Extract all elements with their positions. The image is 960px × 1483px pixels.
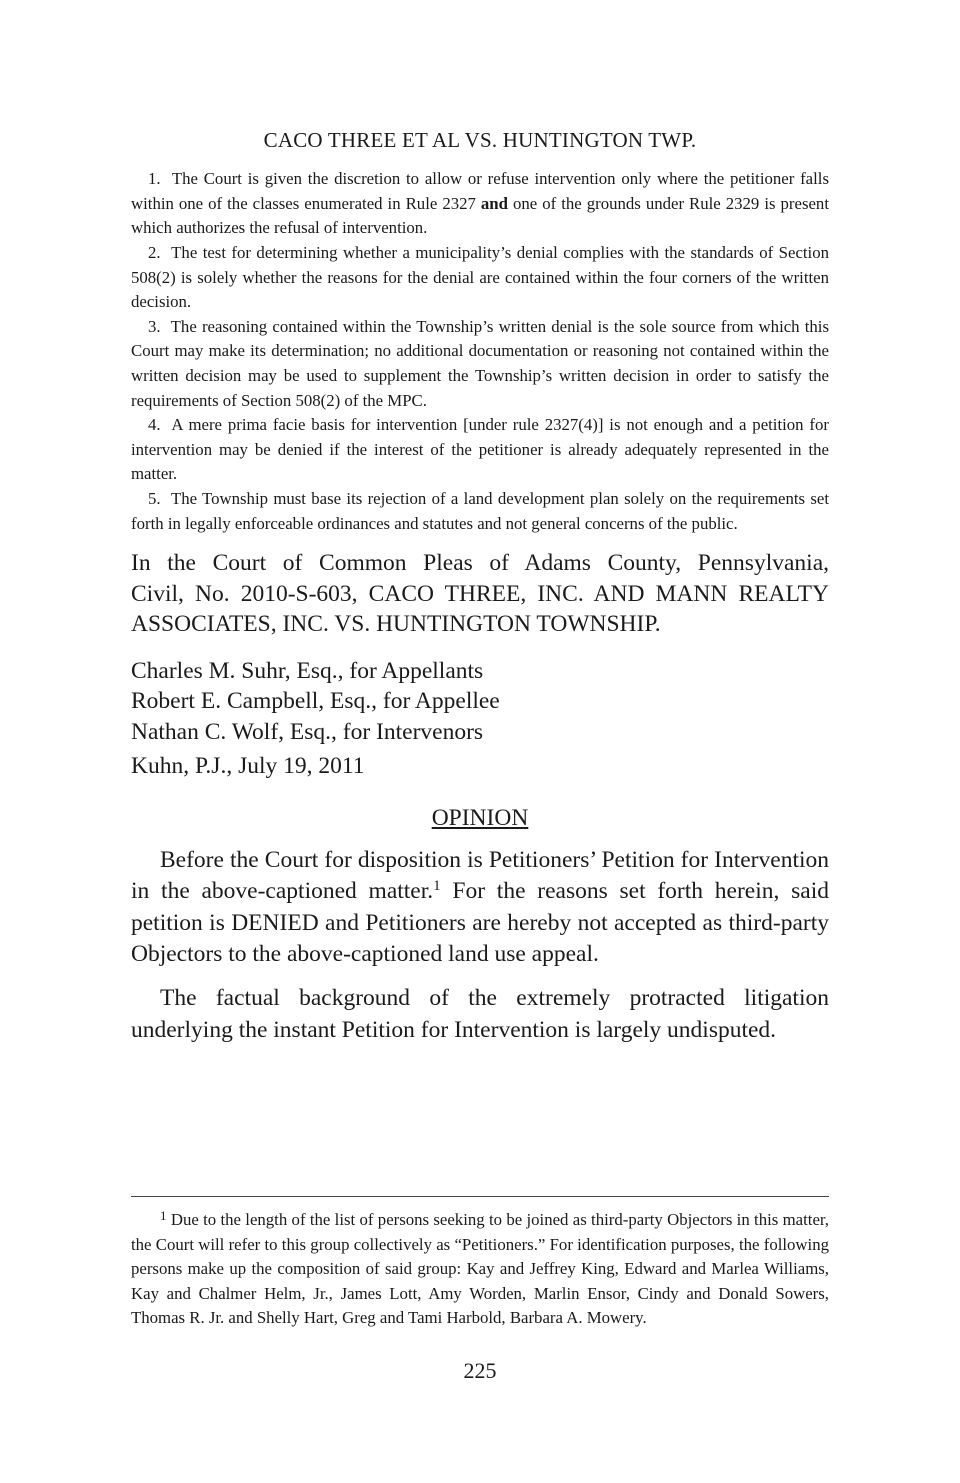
- caption-line: Civil, No. 2010-S-603, CACO THREE, INC. AND MANN REALTY: [131, 580, 829, 607]
- footnote-divider: [131, 1196, 829, 1197]
- headnote-3: [131, 315, 829, 413]
- footnote-marker: 1: [160, 1208, 167, 1223]
- footnote-reference[interactable]: 1: [433, 878, 441, 895]
- caption-line: ASSOCIATES, INC. VS. HUNTINGTON TOWNSHIP.: [131, 611, 661, 638]
- headnote-2: [131, 241, 829, 315]
- running-head: CACO THREE ET AL VS. HUNTINGTON TWP.: [263, 128, 697, 152]
- opinion-paragraph-2: The factual background of the extremely protracted litigation underlying the instant Petition for Intervention is largely undisputed.: [131, 984, 829, 1043]
- headnote-text: The Court is given the discretion to allow or refuse intervention only where the petitioner falls within one of the classes enumerated in Rule 2327: [131, 169, 829, 213]
- headnote-5: [131, 487, 829, 536]
- footnote-1: [131, 1208, 829, 1331]
- opinion-heading: OPINION: [431, 804, 529, 831]
- caption-line: In the Court of Common Pleas of Adams County, Pennsylvania,: [131, 550, 829, 577]
- headnote-text: The test for determining whether a municipality’s denial complies with the standards of Section 508(2) is solely whether the reasons for the denial are contained within the four corners of the written decision.: [131, 242, 830, 312]
- page-number: 225: [463, 1358, 497, 1383]
- paragraph-text: For the reasons set forth herein, said petition is DENIED and Petitioners are hereby not accepted as third-party Objectors to the above-captioned land use appeal.: [131, 878, 829, 968]
- counsel-list: [131, 656, 829, 748]
- headnote-bold-word: and: [480, 193, 508, 213]
- headnote-text: The Township must base its rejection of a land development plan solely on the requirements set forth in legally enforceable ordinances and statutes and not general concerns of the public.: [131, 488, 829, 533]
- opinion-paragraph-1: [131, 845, 829, 971]
- paragraph-text: Before the Court for disposition is Petitioners’ Petition for Intervention in the above-captioned matter.: [131, 846, 829, 905]
- counsel-intervenors: Nathan C. Wolf, Esq., for Intervenors: [131, 718, 484, 745]
- headnote-text: one of the grounds under Rule 2329 is present which authorizes the refusal of intervention.: [131, 193, 829, 238]
- footnote-text: Due to the length of the list of persons seeking to be joined as third-party Objectors in this matter, the Court will refer to this group collectively as “Petitioners.” For identification purposes, the following persons make up the composition of said group: Kay and Jeffrey King, Edward and Marlea Williams, Kay and Chalmer Helm, Jr., James Lott, Amy Worden, Marlin Ensor, Cindy and Donald Sowers, Thomas R. Jr. and Shelly Hart, Greg and Tami Harbold, Barbara A. Mowery.: [131, 1210, 830, 1328]
- counsel-appellee: Robert E. Campbell, Esq., for Appellee: [131, 688, 500, 715]
- headnote-number: 3.: [148, 316, 161, 336]
- headnote-text: The reasoning contained within the Township’s written denial is the sole source from which this Court may make its determination; no additional documentation or reasoning not contained within the written decision may be used to supplement the Township’s written decision in order to satisfy the requirements of Section 508(2) of the MPC.: [131, 316, 829, 410]
- judge-date-line: Kuhn, P.J., July 19, 2011: [131, 753, 365, 780]
- headnote-number: 2.: [148, 242, 161, 262]
- headnote-text: A mere prima facie basis for intervention [under rule 2327(4)] is not enough and a petition for intervention may be denied if the interest of the petitioner is already adequately represented in the matter.: [131, 415, 829, 484]
- headnote-number: 1.: [148, 169, 161, 189]
- headnote-4: [131, 413, 829, 487]
- headnote-1: [131, 167, 829, 241]
- page-body: [131, 128, 829, 1046]
- counsel-appellants: Charles M. Suhr, Esq., for Appellants: [131, 657, 484, 684]
- case-caption: [131, 548, 829, 640]
- headnote-number: 4.: [148, 415, 161, 435]
- headnote-number: 5.: [148, 488, 161, 508]
